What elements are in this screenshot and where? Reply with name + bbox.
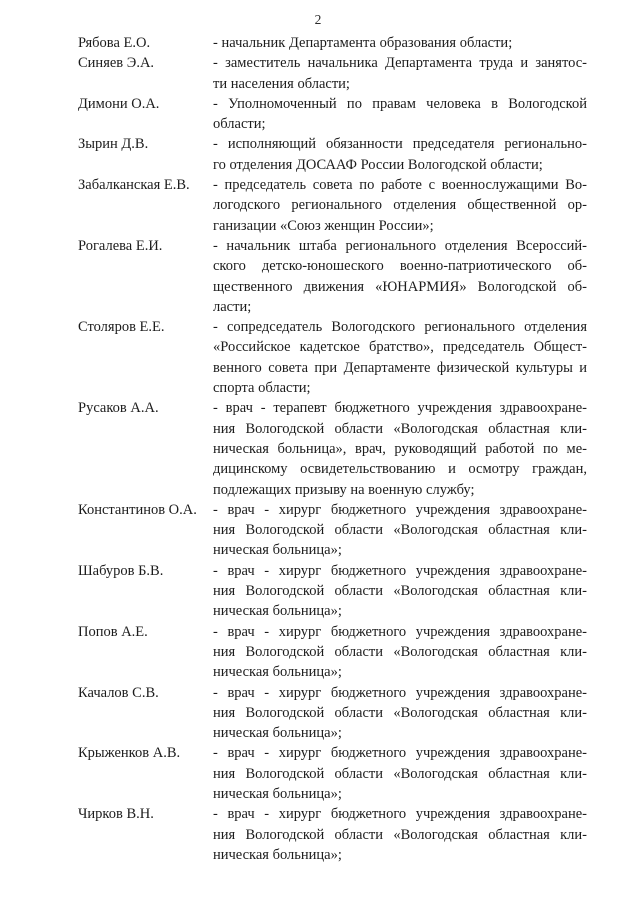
entry-name: Рябова Е.О. xyxy=(78,35,151,51)
description-line: - врач - хирург бюджетного учреждения здравоохране- xyxy=(213,623,587,640)
description-line: ласти; xyxy=(213,298,252,315)
description-line: - заместитель начальника Департамента труда и занятос- xyxy=(213,55,587,72)
entry-name: Крыженков А.В. xyxy=(78,745,181,762)
entry-description xyxy=(213,175,587,236)
description-line: «Российское кадетское братство», председатель Общест- xyxy=(213,339,587,356)
list-item xyxy=(78,175,587,236)
list-item xyxy=(78,500,587,561)
entry-description xyxy=(213,33,587,53)
description-line: ния Вологодской области «Вологодская областная кли- xyxy=(213,765,587,782)
description-line: дицинскому освидетельствованию и осмотру граждан, xyxy=(213,461,587,478)
entry-description xyxy=(213,134,587,175)
description-line: венного совета при Департаменте физической культуры и xyxy=(213,359,587,376)
description-line: области; xyxy=(213,116,266,133)
entry-name: Забалканская Е.В. xyxy=(78,177,190,194)
description-line: - врач - хирург бюджетного учреждения здравоохране- xyxy=(213,806,587,823)
list-item xyxy=(78,317,587,398)
list-item xyxy=(78,804,587,865)
description-line: ническая больница»; xyxy=(213,664,342,681)
entry-description xyxy=(213,683,587,744)
list-item xyxy=(78,743,587,804)
description-line: ния Вологодской области «Вологодская областная кли- xyxy=(213,583,587,600)
description-line: ническая больница»; xyxy=(213,725,342,742)
entry-description xyxy=(213,53,587,94)
entry-description xyxy=(213,743,587,804)
description-line: логодского регионального отделения общественной ор- xyxy=(213,197,587,214)
entry-name: Константинов О.А. xyxy=(78,501,197,518)
description-line: - врач - хирург бюджетного учреждения здравоохране- xyxy=(213,745,587,762)
description-line: ническая больница»; xyxy=(213,542,342,559)
description-line: ния Вологодской области «Вологодская областная кли- xyxy=(213,643,587,660)
entry-description xyxy=(213,500,587,561)
entry-name: Димони О.А. xyxy=(78,95,160,112)
entry-description xyxy=(213,398,587,499)
entry-name: Чирков В.Н. xyxy=(78,806,154,823)
description-line: - сопредседатель Вологодского регионального отделения xyxy=(213,319,587,336)
list-item xyxy=(78,398,587,499)
page-number: 2 xyxy=(314,12,322,27)
entry-description xyxy=(213,317,587,398)
entry-description xyxy=(213,561,587,622)
entry-description xyxy=(213,804,587,865)
description-line: ническая больница»; xyxy=(213,603,342,620)
description-line: - врач - хирург бюджетного учреждения здравоохране- xyxy=(213,684,587,701)
description-line: - врач - хирург бюджетного учреждения здравоохране- xyxy=(213,562,587,579)
description-line: - председатель совета по работе с военнослужащими Во- xyxy=(213,177,587,194)
entry-name: Русаков А.А. xyxy=(78,400,159,417)
list-item xyxy=(78,53,587,94)
description-line: ническая больница»; xyxy=(213,785,342,802)
description-line: ния Вологодской области «Вологодская областная кли- xyxy=(213,522,587,539)
description-line: - начальник Департамента образования области; xyxy=(213,35,513,51)
list-item xyxy=(78,683,587,744)
description-line: - начальник штаба регионального отделения Всероссий- xyxy=(213,237,587,254)
list-item xyxy=(78,236,587,317)
description-line: ния Вологодской области «Вологодская областная кли- xyxy=(213,826,587,843)
description-line: ния Вологодской области «Вологодская областная кли- xyxy=(213,420,587,437)
entry-description xyxy=(213,236,587,317)
description-line: ганизации «Союз женщин России»; xyxy=(213,217,434,234)
entry-name: Зырин Д.В. xyxy=(78,136,149,153)
entry-description xyxy=(213,94,587,135)
description-line: - Уполномоченный по правам человека в Вологодской xyxy=(213,95,587,112)
description-line: - врач - хирург бюджетного учреждения здравоохране- xyxy=(213,501,587,518)
entry-name: Синяев Э.А. xyxy=(78,55,155,72)
description-line: щественного движения «ЮНАРМИЯ» Вологодской об- xyxy=(213,278,587,295)
member-list xyxy=(78,33,587,865)
description-line: ского детско-юношеского военно-патриотического об- xyxy=(213,258,587,275)
entry-name: Рогалева Е.И. xyxy=(78,237,163,254)
description-line: ническая больница»; xyxy=(213,846,342,863)
list-item xyxy=(78,94,587,135)
description-line: спорта области; xyxy=(213,380,311,397)
list-item xyxy=(78,561,587,622)
entry-description xyxy=(213,622,587,683)
entry-name: Шабуров Б.В. xyxy=(78,562,164,579)
description-line: го отделения ДОСААФ России Вологодской области; xyxy=(213,156,543,173)
description-line: ния Вологодской области «Вологодская областная кли- xyxy=(213,704,587,721)
list-item xyxy=(78,134,587,175)
list-item xyxy=(78,33,587,53)
description-line: - исполняющий обязанности председателя регионально- xyxy=(213,136,587,153)
description-line: ническая больница», врач, руководящий работой по ме- xyxy=(213,440,587,457)
entry-name: Столяров Е.Е. xyxy=(78,319,165,336)
description-line: подлежащих призыву на военную службу; xyxy=(213,481,475,498)
description-line: - врач - терапевт бюджетного учреждения здравоохране- xyxy=(213,400,587,417)
list-item xyxy=(78,622,587,683)
entry-name: Попов А.Е. xyxy=(78,623,148,640)
description-line: ти населения области; xyxy=(213,75,350,92)
entry-name: Качалов С.В. xyxy=(78,684,159,701)
